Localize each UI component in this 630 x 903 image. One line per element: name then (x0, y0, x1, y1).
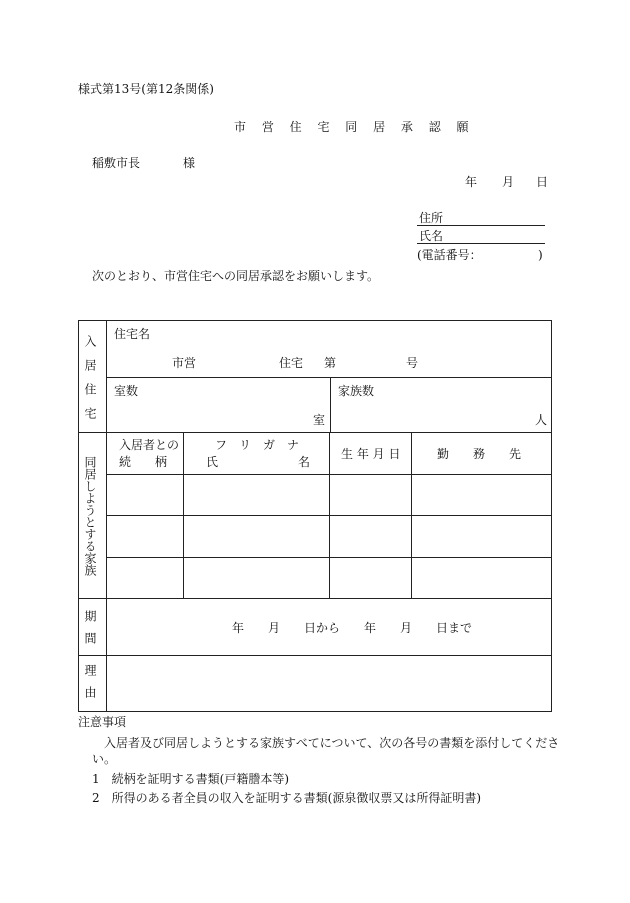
period-text: 年 月 日から 年 月 日まで (232, 621, 473, 635)
name-underline (417, 243, 545, 244)
col-name-mei: 名 (298, 455, 311, 469)
col-relation-line2: 続 柄 (119, 455, 168, 469)
col-line (329, 432, 330, 598)
dai-label: 第 (324, 356, 337, 370)
section-period-label: 期間 (83, 610, 97, 654)
go-label: 号 (406, 356, 419, 370)
notes-item-2: 2 所得のある者全員の収入を証明する書類(源泉徴収票又は所得証明書) (92, 791, 482, 805)
col-workplace: 勤 務 先 (437, 447, 522, 461)
date-year: 年 (465, 175, 478, 189)
section-reason-label: 理由 (83, 664, 97, 708)
col-name-shi: 氏 (206, 455, 219, 469)
form-number: 様式第13号(第12条関係) (78, 82, 214, 96)
city-label: 市営 (172, 356, 197, 370)
col-line (411, 432, 412, 598)
section-cohabit-label: 同居しようとする家族 (83, 456, 97, 576)
col-furigana: フ リ ガ ナ (215, 438, 300, 452)
section-residence-label: 入居住宅 (83, 335, 97, 431)
intro-text: 次のとおり、市営住宅への同居承認をお願いします。 (92, 269, 380, 283)
phone-close: ) (538, 248, 543, 262)
notes-heading: 注意事項 (78, 715, 127, 729)
family-count-label: 家族数 (338, 384, 375, 398)
row-line (106, 377, 552, 378)
col-line (183, 432, 184, 598)
col-birthdate: 生 年 月 日 (341, 447, 401, 461)
address-label: 住所 (419, 211, 444, 225)
application-table (78, 320, 552, 712)
date-day: 日 (536, 175, 549, 189)
housing-name-label: 住宅名 (114, 327, 151, 341)
phone-label: (電話番号： (417, 248, 482, 262)
name-label: 氏名 (419, 229, 444, 243)
notes-body-line2: い。 (92, 752, 117, 766)
notes-item-1: 1 続柄を証明する書類(戸籍謄本等) (92, 772, 289, 786)
notes-body-line1: 入居者及び同居しようとする家族すべてについて、次の各号の書類を添付してくださ (104, 736, 560, 750)
col-line (330, 377, 331, 432)
page-title: 市 営 住 宅 同 居 承 認 願 (234, 120, 475, 134)
honorific: 様 (183, 156, 196, 170)
rooms-label: 室数 (114, 384, 139, 398)
family-count-unit: 人 (535, 413, 548, 427)
date-month: 月 (502, 175, 515, 189)
row-line (78, 655, 552, 656)
col-relation-line1: 入居者との (119, 438, 180, 452)
housing-label: 住宅 (279, 356, 304, 370)
row-line (78, 598, 552, 599)
col-line (106, 320, 107, 712)
rooms-unit: 室 (313, 413, 326, 427)
addressee: 稲敷市長 (92, 156, 141, 170)
row-line (78, 432, 552, 433)
address-underline (417, 225, 545, 226)
